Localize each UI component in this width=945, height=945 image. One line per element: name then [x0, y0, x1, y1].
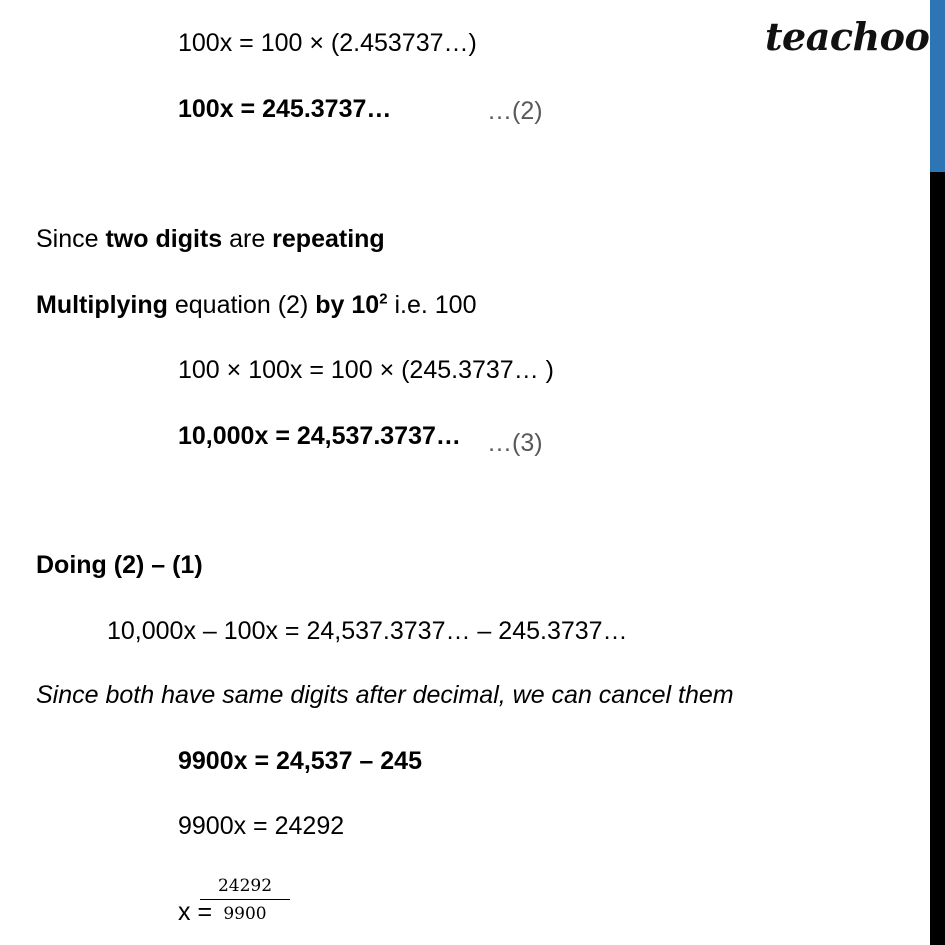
equation-9900x-result: 9900x = 24292: [178, 812, 345, 840]
cancel-note-text: Since both have same digits after decimal, we can cancel them: [36, 681, 734, 709]
repeating-digits-note: [36, 224, 385, 254]
equation-100x-expanded: 100x = 100 × (2.453737…): [178, 29, 477, 57]
fraction-denominator: 9900: [223, 904, 267, 924]
multiplying-step: [36, 290, 476, 320]
multiplying-exponent: 2: [379, 290, 388, 308]
note-text-4: repeating: [272, 225, 385, 253]
multiplying-text-2: equation (2): [167, 291, 316, 319]
multiplying-text-1: Multiplying: [36, 291, 168, 319]
multiplying-text-3: by 10: [315, 291, 380, 319]
multiplying-text-4: i.e. 100: [387, 291, 477, 319]
note-text-1: Since: [36, 225, 106, 253]
equation-3-ref: …(3): [487, 429, 543, 457]
equation-multiply-100: 100 × 100x = 100 × (245.3737… ): [178, 356, 554, 384]
equation-subtraction: 10,000x – 100x = 24,537.3737… – 245.3737…: [107, 617, 628, 645]
doing-subtraction-text: Doing (2) – (1): [36, 551, 203, 579]
equation-9900x-difference: [178, 746, 422, 776]
doing-subtraction-heading: [36, 550, 203, 580]
equation-2: [178, 94, 391, 124]
x-fraction: [200, 876, 290, 924]
x-equals-label: x =: [178, 898, 213, 926]
equation-3-text: 10,000x = 24,537.3737…: [178, 422, 461, 450]
equation-2-text: 100x = 245.3737…: [178, 95, 392, 123]
note-text-3: are: [222, 225, 273, 253]
equation-2-ref: …(2): [487, 97, 543, 125]
fraction-numerator: 24292: [200, 876, 290, 900]
teachoo-logo: teachoo: [765, 14, 930, 59]
cancel-note: [36, 680, 734, 710]
equation-3: [178, 421, 461, 451]
equation-9900x-difference-text: 9900x = 24,537 – 245: [178, 747, 422, 775]
note-text-2: two digits: [105, 225, 223, 253]
right-sidebar-accent: [930, 0, 945, 172]
